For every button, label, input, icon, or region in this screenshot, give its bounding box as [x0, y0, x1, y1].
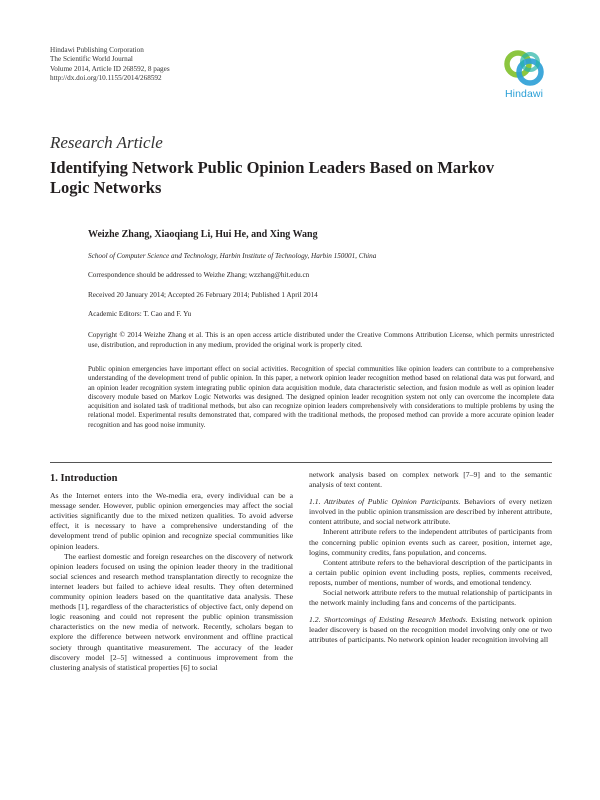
journal-name: The Scientific World Journal: [50, 55, 133, 64]
hindawi-logo-icon: [500, 48, 548, 88]
academic-editors: Academic Editors: T. Cao and F. Yu: [88, 310, 192, 318]
left-column: [50, 470, 293, 673]
volume-info: Volume 2014, Article ID 268592, 8 pages: [50, 64, 170, 73]
affiliation: School of Computer Science and Technology, Harbin Institute of Technology, Harbin 150001, China: [88, 252, 377, 260]
abstract: Public opinion emergencies have important effect on social activities. Recognition of special communities like opinion leaders can contribute to a comprehensive understanding of the development trend of public opinion. In this paper, a network opinion leader recognition method based on relational data was put forward, and an opinion leader recognition system integrating public opinion data acquisition module, data characteristic selection, and fusion module as well as opinion leader discovery module based on Markov Logic Networks was designed. The designed opinion leader recognition system not only can overcome the incomplete data acquisition and isolated task of traditional methods, but also can recognize opinion leaders comprehensively with considerations to multiple problems by using the relational model. Experimental results demonstrated that, compared with the traditional methods, the proposed method can provide a more accurate opinion leader recognition and has good noise immunity.: [88, 365, 554, 429]
subsection-text: Existing network opinion leader discovery is based on the recognition model involving only one or two attributes of participants. No network opinion leader recognition involving all: [309, 615, 553, 645]
paragraph: Social network attribute refers to the mutual relationship of participants in the network mainly including fans and concerns of the participants.: [309, 588, 552, 608]
doi-link[interactable]: http://dx.doi.org/10.1155/2014/268592: [50, 74, 162, 83]
journal-header: [50, 46, 170, 84]
subsection-1-1: [309, 497, 552, 527]
paragraph: The earliest domestic and foreign researches on the discovery of network opinion leaders focused on using the opinion leader theory in the traditional social sciences and research method transplantation directly to recognize the internet leaders but failed to achieve ideal results. They often determined community opinion leaders based on the quantitative data analysis. These methods [1], regardless of the characteristics of objective fact, only depend on logic reasoning and could not represent the public opinion transmission characteristics on the new media of network. Recently, scholars began to explore the difference between network environment and offline practical society through quantitative measurement. The accuracy of the leader discovery model [2–5] witnessed a continuous improvement from the clustering analysis of statistical properties [6] to social: [50, 551, 293, 672]
copyright-notice: Copyright © 2014 Weizhe Zhang et al. This is an open access article distributed under the Creative Commons Attribution License, which permits unrestricted use, distribution, and reproduction in any medium, provided the original work is properly cited.: [88, 331, 554, 349]
section-divider: [50, 462, 552, 463]
paragraph: As the Internet enters into the We-media era, every individual can be a message sender. However, public opinion emergencies may affect the social activities significantly due to the mixed netizen qualities. To avoid adverse effect, it is necessary to have a comprehensive understanding of the development trend of public opinion and recognize special communities like opinion leaders.: [50, 491, 293, 551]
article-title: Identifying Network Public Opinion Leaders Based on Markov Logic Networks: [50, 158, 495, 197]
correspondence: Correspondence should be addressed to Weizhe Zhang; wzzhang@hit.edu.cn: [88, 271, 310, 279]
article-category: Research Article: [50, 133, 163, 152]
subsection-1-2: [309, 615, 552, 645]
subsection-heading: 1.2. Shortcomings of Existing Research Methods.: [309, 615, 468, 625]
hindawi-logo: [496, 48, 552, 100]
paragraph: Content attribute refers to the behavioral description of the participants in a certain public opinion event including posts, replies, comments received, reposts, number of mentions, number of words, and emotional tendency.: [309, 557, 552, 587]
author-list: Weizhe Zhang, Xiaoqiang Li, Hui He, and Xing Wang: [88, 229, 318, 240]
paragraph: network analysis based on complex network [7–9] and to the semantic analysis of text content.: [309, 470, 552, 490]
paragraph: Inherent attribute refers to the independent attributes of participants from the concerning public opinion events such as career, position, internet age, logins, community credits, fans population, and concerns.: [309, 527, 552, 557]
publication-dates: Received 20 January 2014; Accepted 26 February 2014; Published 1 April 2014: [88, 291, 318, 299]
publisher-name: Hindawi Publishing Corporation: [50, 46, 144, 54]
hindawi-logo-text: Hindawi: [504, 88, 544, 100]
subsection-text: Behaviors of every netizen involved in the public opinion transmission are described by inherent attribute, content attribute, and social network attribute.: [309, 497, 552, 527]
subsection-heading: 1.1. Attributes of Public Opinion Participants.: [309, 497, 461, 507]
section-heading-introduction: 1. Introduction: [50, 473, 118, 484]
right-column: [309, 470, 552, 646]
